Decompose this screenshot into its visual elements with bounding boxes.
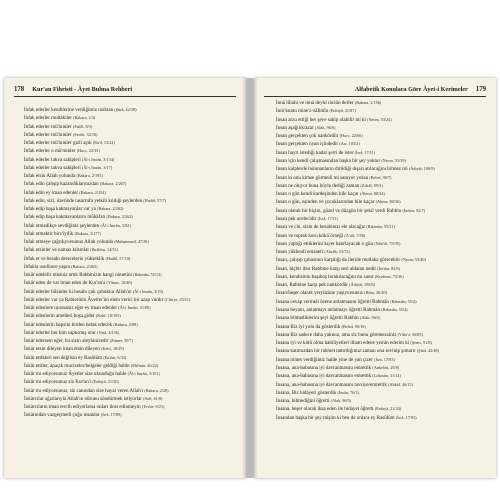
entry-text: İnfak edin, sizi, üzerinde tasarrufa yetkili kıldığı şeylerden <box>24 197 143 204</box>
entry-reference: (Rahmân, 55/13) <box>133 272 162 277</box>
index-entry <box>276 157 486 165</box>
entry-reference: (İsrâ, 17/83) <box>374 356 395 362</box>
entry-reference: (Âdiyât, 100/9) <box>408 166 435 172</box>
entry-reference: (Asr, 103/2) <box>339 141 360 147</box>
entry-reference: (Abese, 80/34) <box>359 191 385 197</box>
entry-reference: (Mü'min, 40/22) <box>130 362 159 368</box>
index-entry <box>276 306 486 314</box>
index-entry <box>24 114 238 122</box>
index-entry <box>276 107 486 115</box>
entry-text: İnsan, Rabbine karşı pek nankördür <box>276 282 348 289</box>
index-entry <box>24 387 238 395</box>
index-entry <box>24 123 238 131</box>
index-entry <box>24 312 238 320</box>
entry-text: İnsandan başka bir şey mişim ki ben de onlara ey Rasûlüm <box>276 414 395 421</box>
index-entry <box>24 213 238 221</box>
entry-reference: (Şûrâ, 42/48) <box>416 348 439 354</box>
entry-reference: (İnfitar, 82/6) <box>377 265 400 271</box>
right-header-rule <box>264 96 486 97</box>
entry-text: İnsan yaptığı ettiklerini kıyet hatırlayacak o gün <box>276 240 373 247</box>
entry-reference: (Bakara, 2/263) <box>71 263 98 269</box>
index-entry <box>276 356 486 364</box>
entry-text: İnfak ederler kendilerine verdiğimiz nzıktan <box>24 107 114 113</box>
index-entry <box>276 323 486 331</box>
entry-text: İnfak ederler mü'minler gizli açık <box>24 140 92 146</box>
entry-reference: (Rahmân, 55/4) <box>381 307 408 313</box>
book-gutter <box>242 78 258 478</box>
entry-reference: (Bakara, 2/195) <box>76 173 103 178</box>
index-entry <box>24 197 238 205</box>
entry-text: İnfak etmektir birr/iyilik <box>24 230 74 237</box>
entry-text: İnsana bilmediklerini şeyi öğretti Rabbin <box>276 315 359 322</box>
right-entry-list <box>276 99 486 422</box>
entry-reference: (Alak, 96/5) <box>330 398 352 404</box>
entry-text: İnsan o gün, eşinden ve çocuklarından bile kaçar <box>276 199 375 206</box>
entry-reference: (Hacc, 22/35) <box>76 148 100 154</box>
entry-reference: (Bakara, 2/156) <box>354 100 382 105</box>
entry-reference: (Ahzâb, 33/72) <box>324 249 350 255</box>
index-entry <box>276 414 486 422</box>
index-entry <box>276 298 486 306</box>
entry-reference: (İsrâ, 17/11) <box>354 149 376 155</box>
entry-text: İnsan, kendisinin başıboş bırakılacağını mı sanır <box>276 273 374 280</box>
index-entry <box>276 364 486 372</box>
entry-reference: (Enbiyâ, 21/34) <box>374 406 402 412</box>
left-entry-list <box>24 106 238 420</box>
entry-reference: (Ankebût, 29/8) <box>372 365 400 370</box>
entry-text: İnfak ederler mü'minler <box>24 131 72 138</box>
entry-reference: (Alak, 96/6) <box>314 124 336 130</box>
right-page-number: 179 <box>475 86 486 93</box>
entry-text: İnsan olarak bir biçim, güzel ve düzgün bir şekil verdi Rabbin <box>276 207 402 214</box>
right-header-title: Alfabetik Konulara Göre Âyet-i Kerimeler <box>354 86 468 93</box>
index-entry <box>276 190 486 198</box>
entry-reference: (Necm, 53/40) <box>401 257 426 263</box>
entry-reference: (Âdiyât, 100/6) <box>349 282 375 288</box>
entry-text: İnfak ederler o mü'minler <box>24 148 76 155</box>
entry-reference: (Bakara, 2/267) <box>99 181 127 187</box>
left-page-number: 178 <box>14 86 25 93</box>
index-entry <box>24 156 238 164</box>
entry-text: İnkâr edenlerin hepsini birden helak edecek <box>24 321 113 328</box>
entry-reference: (İnfitar, 82/7) <box>402 207 426 213</box>
entry-text: İnsan gerçekten çok nankördür <box>276 133 339 140</box>
index-entry <box>24 106 238 114</box>
entry-reference: (Vâkı'a, 56/85) <box>397 331 423 337</box>
entry-text: İnkâr edebilir misiniz artık Rabbinizin hangi nimetini <box>24 272 132 278</box>
entry-reference: (Bakara, 2/89) <box>113 321 138 327</box>
entry-text: İnsan ne oluyor buna böyle dediği zaman <box>276 182 360 189</box>
entry-text: İnkâr ederler her kim saptırmış olur <box>24 329 96 336</box>
index-entry <box>24 131 238 139</box>
index-entry <box>276 273 486 281</box>
index-entry <box>276 331 486 339</box>
index-entry <box>276 372 486 380</box>
entry-text: İnkâr ettiler, apaçık mucizeler/belgeler geldiği halde <box>24 362 130 369</box>
entry-reference: (Secde, 32/16) <box>72 131 98 137</box>
index-entry <box>276 232 486 240</box>
index-entry <box>24 403 238 411</box>
entry-reference: (Abese, 80/36) <box>375 199 401 205</box>
index-entry <box>276 124 486 132</box>
index-entry <box>276 207 486 215</box>
entry-reference: (Âl-i İmrân, 3/134) <box>82 156 115 162</box>
entry-reference: (Enbiyâ, 21/50) <box>92 379 119 385</box>
index-entry <box>276 381 486 389</box>
entry-text: İnkâr ederler bilsinler ki hesabı çok çabuktur Allah'ın <box>24 288 132 295</box>
entry-reference: (Bakara, 2/28) <box>144 387 169 393</box>
entry-reference: (Nisâ, 4/136) <box>97 329 120 335</box>
index-entry <box>24 189 238 197</box>
entry-reference: (Enbiyâ, 21/87) <box>329 108 356 114</box>
entry-text: İnsan pek acelecidir <box>276 215 317 222</box>
entry-reference: (Âl-i İmrân, 3/17) <box>82 164 113 170</box>
entry-text: İnsan hayrı istediği kadar şerri de ister <box>276 149 354 156</box>
entry-reference: (Rûm, 30/20) <box>364 290 387 296</box>
index-entry <box>24 271 238 279</box>
index-entry <box>24 296 238 304</box>
entry-reference: (Âl-i İmrân, 3/101) <box>127 371 160 376</box>
entry-text: İnfak ederler muttakiler <box>24 115 72 122</box>
index-entry <box>276 248 486 256</box>
entry-reference: (Nâzi'ât, 79/35) <box>374 240 401 246</box>
entry-text: İnkâr edenlere uyarsanız eğer ey iman edenler <box>24 305 118 311</box>
entry-text: İnfak etmedikçe sevdiğiniz şeylerden <box>24 222 100 229</box>
entry-text: İnfak edip başa kakmayanlar var ya <box>24 206 96 212</box>
entry-reference: (İsrâ, 17/11) <box>317 215 339 221</box>
index-entry <box>24 139 238 147</box>
entry-reference: (Bakara, 2/3) <box>73 115 96 121</box>
entry-reference: (Alak, 96/5) <box>359 315 381 321</box>
entry-text: İnsana, Biz hidâyeti gösterdik <box>276 389 337 396</box>
entry-reference: (İsrâ, 17/93) <box>395 414 417 420</box>
entry-reference: (Hacc, 22/66) <box>339 133 363 139</box>
index-entry <box>24 180 238 188</box>
entry-reference: (Âl-i İmrân, 3/19) <box>132 288 163 294</box>
entry-reference: (Lokmân, 31/14) <box>372 373 401 379</box>
entry-text: İnsana, bilmediğini öğretti <box>276 398 330 405</box>
index-entry <box>276 240 486 248</box>
index-entry <box>24 345 238 353</box>
entry-text: İnsana nimet verdiğimiz halde yine de yan çizer <box>276 356 373 363</box>
entry-text: İnsana, ana-babasına iyi davranmasını emrettik <box>276 373 372 380</box>
right-page-header <box>264 86 486 93</box>
index-entry <box>24 304 238 312</box>
entry-reference: (Câsiye, 45/11) <box>164 296 191 302</box>
entry-reference: (İsrâ, 17/89) <box>100 412 122 418</box>
index-entry <box>276 265 486 273</box>
entry-reference: (Rahmân, 55/31) <box>366 224 395 230</box>
index-entry <box>24 263 238 271</box>
entry-text: İnsana Biz iyi yolu da gösterdik <box>276 323 341 330</box>
entry-reference: (Necm, 53/39) <box>381 157 406 163</box>
entry-text: İnfak edin çalışıp kazandıklarınızdan <box>24 181 99 188</box>
entry-text: İnfakla usulünce yapın <box>24 263 70 270</box>
entry-text: İnkâr eden de var iman eden de Kur'an'a <box>24 280 106 287</box>
left-page <box>4 78 246 478</box>
index-entry <box>276 182 486 190</box>
entry-text: İnkâr etsin dileyen iman etsin dileyen <box>24 346 100 353</box>
index-entry <box>276 165 486 173</box>
entry-reference: (Necm, 53/24) <box>367 116 392 122</box>
entry-reference: (Ra'd, 13/22) <box>92 140 115 145</box>
entry-reference: (Bakara, 2/262) <box>97 206 124 211</box>
entry-reference: (Kıyâmet, 75/36) <box>374 273 404 279</box>
index-entry <box>24 362 238 370</box>
index-entry <box>276 281 486 289</box>
index-entry <box>24 246 238 254</box>
entry-reference: (Bakara, 2/254) <box>79 189 106 195</box>
entry-text: İnsana katımızdan bir rahmet tattırdığımız zaman ona sevinip şımarır <box>276 348 416 355</box>
entry-text: İnsana beyanı, anlatmayı anlatmayı öğretti Rahmân <box>276 307 380 314</box>
index-entry <box>24 329 238 337</box>
entry-text: İnkâr edenlerin amelleri boşa gider <box>24 313 95 320</box>
index-entry <box>24 255 238 263</box>
index-entry <box>276 256 486 264</box>
index-entry <box>276 149 486 157</box>
index-entry <box>276 215 486 223</box>
index-entry <box>24 238 238 246</box>
entry-text: İnsana, beşer olarak ikaz eden ile hidayet öğretti <box>276 406 374 413</box>
entry-text: İnsana, ana-babasına iyi davranmasını emrettik <box>276 365 372 371</box>
entry-text: İnkâr ederler var ya Rablerinin Âyetler'ini elem verici bir azap vardır <box>24 296 164 303</box>
entry-reference: (Kehf, 18/29) <box>101 346 124 352</box>
entry-text: İnnâ lillahi ve innâ ileyhi râciûn derler <box>276 100 354 106</box>
index-entry <box>276 99 486 107</box>
index-entry <box>24 337 238 345</box>
entry-reference: (Zilzâl, 99/3) <box>360 182 383 188</box>
left-page-header <box>14 86 236 93</box>
index-entry <box>24 230 238 238</box>
entry-reference: (Hadîd, 57/10) <box>105 255 131 261</box>
entry-text: İnsan gerçekten nyan içindedir <box>276 141 339 148</box>
entry-text: İnfak etmeye çağrılıyorsunuz Allah yolunda <box>24 239 113 245</box>
entry-text: İnsan o gün kendi kardeşinden bile kaçar <box>276 191 359 198</box>
index-entry <box>276 289 486 297</box>
index-entry <box>276 339 486 347</box>
entry-reference: (Enfâl, 8/3) <box>72 123 93 129</box>
entry-text: İnsan aşağılık/azar <box>276 124 314 131</box>
entry-text: İnsan için kendi çalışmasından başka bir şey yoktur <box>276 157 381 164</box>
entry-text: İnkârcılar ağızlarıyla Allah'ın nûrunu söndürmek istiyorlar <box>24 395 142 402</box>
index-entry <box>24 370 238 378</box>
entry-text: İnsan ve cin, sizin de hesabınızı ele alacağız <box>276 224 366 231</box>
index-entry <box>276 397 486 405</box>
entry-text: İnsan yüklendi emaneti <box>276 249 324 256</box>
entry-reference: (En'âm, 6/33) <box>103 354 127 360</box>
index-entry <box>24 354 238 362</box>
entry-text: İnsana Biz sadece daha yakınız, ama siz bunu göremezsiniz <box>276 331 397 338</box>
entry-reference: (Hadîd, 57/7) <box>143 197 166 203</box>
entry-reference: (A'râf, 7/58) <box>344 232 366 238</box>
index-entry <box>276 140 486 148</box>
index-entry <box>276 314 486 322</box>
entry-text: İnkârından vazgeçmedi çoğu insanlar <box>24 412 100 419</box>
index-entry <box>276 132 486 140</box>
entry-reference: (Yûnus, 10/40) <box>106 280 132 286</box>
index-entry <box>24 395 238 403</box>
entry-text: İnsan arzu ettiği her şeye sahip olabilir mi ki <box>276 116 366 123</box>
entry-reference: (İnsân, 76/3) <box>337 389 359 395</box>
entry-text: İnsan ve toprak kuru kökü örneği <box>276 232 344 239</box>
index-entry <box>24 147 238 155</box>
entry-text: İnfak edip başa kakmayanların mükâfatı <box>24 214 106 221</box>
index-entry <box>24 411 238 419</box>
entry-reference: (Şûrâ, 42/38) <box>114 107 137 112</box>
index-entry <box>276 198 486 206</box>
entry-text: İnkâr mı ediyorsunuz, siz canından size hayat veren Allah'ı <box>24 387 144 394</box>
entry-reference: (Muhammed, 47/38) <box>114 239 149 244</box>
left-header-title: Kur'an Fihristi - Âyet Bulma Rehberi <box>32 86 133 93</box>
entry-reference: (Ahkâf, 46/15) <box>388 381 414 387</box>
index-entry <box>24 279 238 287</box>
entry-text: İnnî kuntu mine'z-zâlimîn <box>276 108 329 115</box>
entry-text: İnfak edin ey iman edenler <box>24 189 79 196</box>
index-entry <box>276 174 486 182</box>
entry-reference: (Beled, 90/10) <box>341 323 366 329</box>
index-entry <box>24 378 238 386</box>
entry-text: İnsana iyi ve kötü olma kabiliyetleri ilham edene yemin ederim ki <box>276 340 410 347</box>
entry-text: İnsan, çalışıp çabasının karşılığı da ileride mutlaka görecektir <box>276 257 401 264</box>
entry-reference: (Tevbe, 9/23) <box>141 404 165 409</box>
entry-text: İnkâr edersem eğer, bu sizin aleyhinizedir <box>24 338 109 344</box>
entry-text: İnkâr mı ediyorsunuz Âyetler size okunduğu halde <box>24 371 127 377</box>
entry-text: İnfak et ve hesabı derecelerin yükseklik <box>24 255 105 262</box>
entry-text: İnsan kalplerde bulunanların dirildiğı dışarı atılacağını bilmez mi <box>276 166 408 173</box>
entry-text: İnfak ederler mü'minler <box>24 123 72 130</box>
entry-reference: (Âl-i İmrân, 3/100) <box>118 305 151 310</box>
entry-text: İnsan, hiçbir ibur Rabbine karşı sesi aldatan nedir <box>276 265 377 272</box>
entry-text: İnfak etsin Allah yolunda <box>24 173 76 179</box>
entry-reference: (İbrâhîm, 14/31) <box>90 247 118 253</box>
entry-reference: (Bakara, 2/262) <box>106 214 133 220</box>
entry-text: İnkâr ettikleri sen değilsin ey Rasûlüm <box>24 354 103 361</box>
entry-reference: (Kehf, 18/105) <box>95 313 121 319</box>
entry-reference: (Bakara, 2/177) <box>74 230 101 236</box>
entry-reference: (Zümer, 39/7) <box>109 338 134 343</box>
entry-text: İnsana cevap vermeli özene anlatmasını öğretti Rahmân <box>276 298 389 305</box>
index-entry <box>276 347 486 355</box>
index-entry <box>24 321 238 329</box>
right-page <box>254 78 496 478</box>
index-entry <box>276 116 486 124</box>
index-entry <box>276 223 486 231</box>
index-entry <box>24 205 238 213</box>
index-entry <box>276 389 486 397</box>
left-header-rule <box>14 96 236 97</box>
entry-reference: (Saff, 61/8) <box>143 395 163 401</box>
index-entry <box>276 405 486 413</box>
entry-text: İnsan ki onu kimse görmedi mi sanıyor yoksa <box>276 174 369 181</box>
entry-reference: (Rahmân, 55/4) <box>390 298 417 304</box>
entry-text: İnsan/beşer olarak yeryüzüne yaşıyorsunuz <box>276 290 364 297</box>
entry-reference: (Beled, 90/7) <box>369 174 392 180</box>
index-entry <box>24 288 238 296</box>
entry-text: İnsana, ana-babasına iyi davranmasını tavsiye/emrettik <box>276 381 387 388</box>
index-entry <box>24 164 238 172</box>
entry-reference: (Şems, 91/8) <box>410 340 432 346</box>
entry-text: İnfak ederler takva sahipleri <box>24 156 81 163</box>
entry-text: İnfak etsinler ve namaz kılsınlar <box>24 247 90 254</box>
index-entry <box>24 172 238 180</box>
entry-reference: (Âl-i İmrân, 3/92) <box>100 222 131 228</box>
entry-text: İnkâr mı ediyorsunuz siz Kur'an'ı <box>24 379 92 386</box>
index-entry <box>24 222 238 230</box>
entry-text: İnkârcıların iman tercih ediyorlarsa onları dost edinmeyin <box>24 404 141 410</box>
entry-text: İnfak ederler takva sahipleri <box>24 164 81 171</box>
